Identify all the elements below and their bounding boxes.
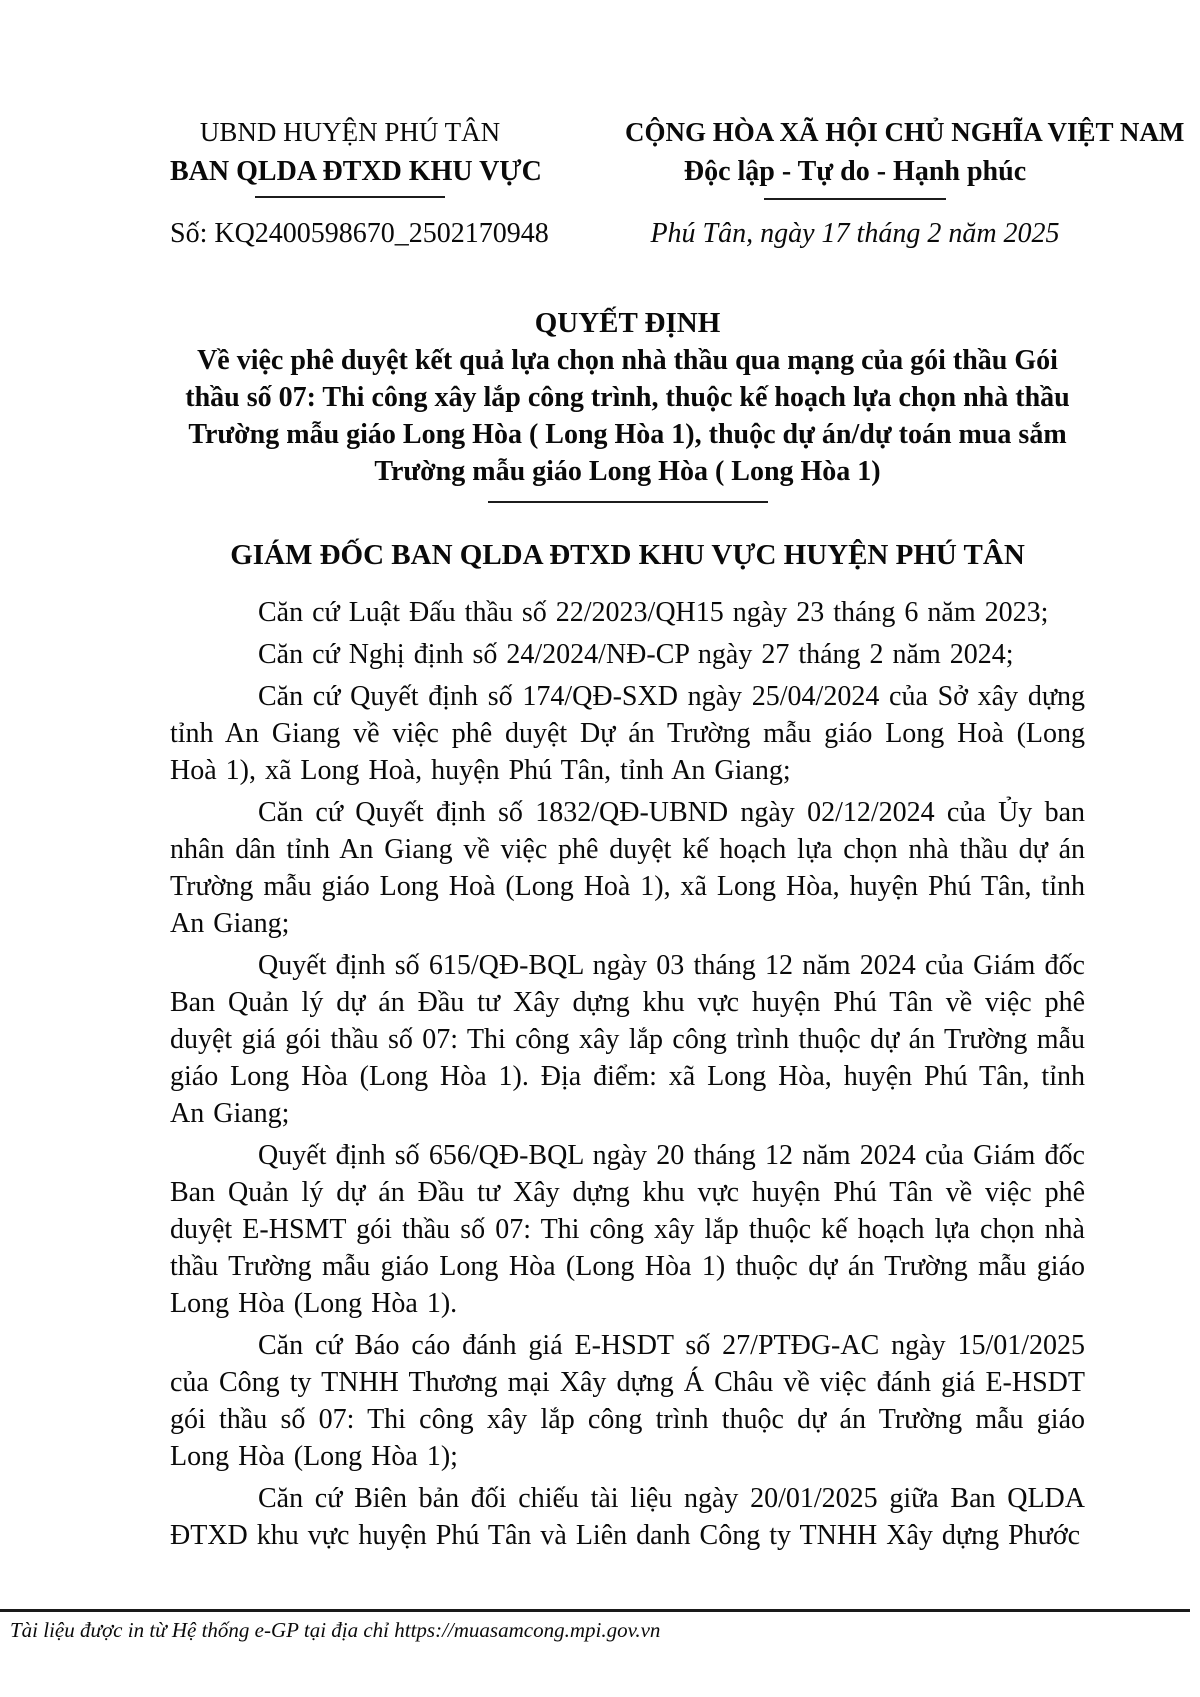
footer-divider [0,1609,1190,1612]
issuing-org-divider [255,196,445,198]
title-divider [488,501,768,503]
body-paragraph: Căn cứ Quyết định số 174/QĐ-SXD ngày 25/04/2024 của Sở xây dựng tỉnh An Giang về việc phê duyệt Dự án Trường mẫu giáo Long Hoà (Long Hoà 1), xã Long Hoà, huyện Phú Tân, tỉnh An Giang; [170,681,1085,786]
place-and-date: Phú Tân, ngày 17 tháng 2 năm 2025 [650,218,1060,249]
issuing-org-block [170,112,549,254]
issuing-org-parent: UBND HUYỆN PHÚ TÂN [199,117,501,147]
decision-subject-line: thầu số 07: Thi công xây lắp công trình, thuộc kế hoạch lựa chọn nhà thầu [185,382,1070,413]
document-header [170,112,1185,254]
national-motto: Độc lập - Tự do - Hạnh phúc [683,156,1027,187]
body-paragraph: Căn cứ Nghị định số 24/2024/NĐ-CP ngày 27 tháng 2 năm 2024; [258,639,1014,670]
body-paragraph: Căn cứ Luật Đấu thầu số 22/2023/QH15 ngày 23 tháng 6 năm 2023; [258,597,1049,628]
decision-subject-line: Trường mẫu giáo Long Hòa ( Long Hòa 1), thuộc dự án/dự toán mua sắm [188,419,1067,450]
decision-heading: QUYẾT ĐỊNH [534,307,721,339]
national-motto-divider [764,198,946,200]
body-paragraphs [170,594,1085,1554]
body-paragraph: Căn cứ Quyết định số 1832/QĐ-UBND ngày 02/12/2024 của Ủy ban nhân dân tỉnh An Giang về việc phê duyệt kế hoạch lựa chọn nhà thầu dự án Trường mẫu giáo Long Hoà (Long Hoà 1), xã Long Hòa, huyện Phú Tân, tỉnh An Giang; [170,797,1085,939]
issuing-org-name: BAN QLDA ĐTXD KHU VỰC [170,156,542,187]
body-paragraph: Căn cứ Báo cáo đánh giá E-HSDT số 27/PTĐG-AC ngày 15/01/2025 của Công ty TNHH Thương mại Xây dựng Á Châu về việc đánh giá E-HSDT gói thầu số 07: Thi công xây lắp công trình thuộc dự án Trường mẫu giáo Long Hòa (Long Hòa 1); [170,1330,1085,1472]
body-paragraph: Căn cứ Biên bản đối chiếu tài liệu ngày 20/01/2025 giữa Ban QLDA ĐTXD khu vực huyện Phú Tân và Liên danh Công ty TNHH Xây dựng Phước [170,1483,1085,1551]
decision-subject-line: Về việc phê duyệt kết quả lựa chọn nhà thầu qua mạng của gói thầu Gói [197,345,1058,376]
national-title: CỘNG HÒA XÃ HỘI CHỦ NGHĨA VIỆT NAM [625,117,1185,147]
national-header-block [625,112,1185,254]
footer-note: Tài liệu được in từ Hệ thống e-GP tại địa chỉ https://muasamcong.mpi.gov.vn [10,1618,661,1642]
decision-subject-line: Trường mẫu giáo Long Hòa ( Long Hòa 1) [374,456,881,487]
document-number: Số: KQ2400598670_2502170948 [170,218,549,249]
body-paragraph: Quyết định số 656/QĐ-BQL ngày 20 tháng 12 năm 2024 của Giám đốc Ban Quản lý dự án Đầu tư Xây dựng khu vực huyện Phú Tân về việc phê duyệt E-HSMT gói thầu số 07: Thi công xây lắp thuộc kế hoạch lựa chọn nhà thầu Trường mẫu giáo Long Hòa (Long Hòa 1) thuộc dự án Trường mẫu giáo Long Hòa (Long Hòa 1). [170,1140,1085,1319]
body-paragraph: Quyết định số 615/QĐ-BQL ngày 03 tháng 12 năm 2024 của Giám đốc Ban Quản lý dự án Đầu tư Xây dựng khu vực huyện Phú Tân về việc phê duyệt giá gói thầu số 07: Thi công xây lắp công trình thuộc dự án Trường mẫu giáo Long Hòa (Long Hòa 1). Địa điểm: xã Long Hòa, huyện Phú Tân, tỉnh An Giang; [170,950,1085,1129]
authority-line: GIÁM ĐỐC BAN QLDA ĐTXD KHU VỰC HUYỆN PHÚ TÂN [230,539,1025,571]
decision-subject [170,342,1085,490]
